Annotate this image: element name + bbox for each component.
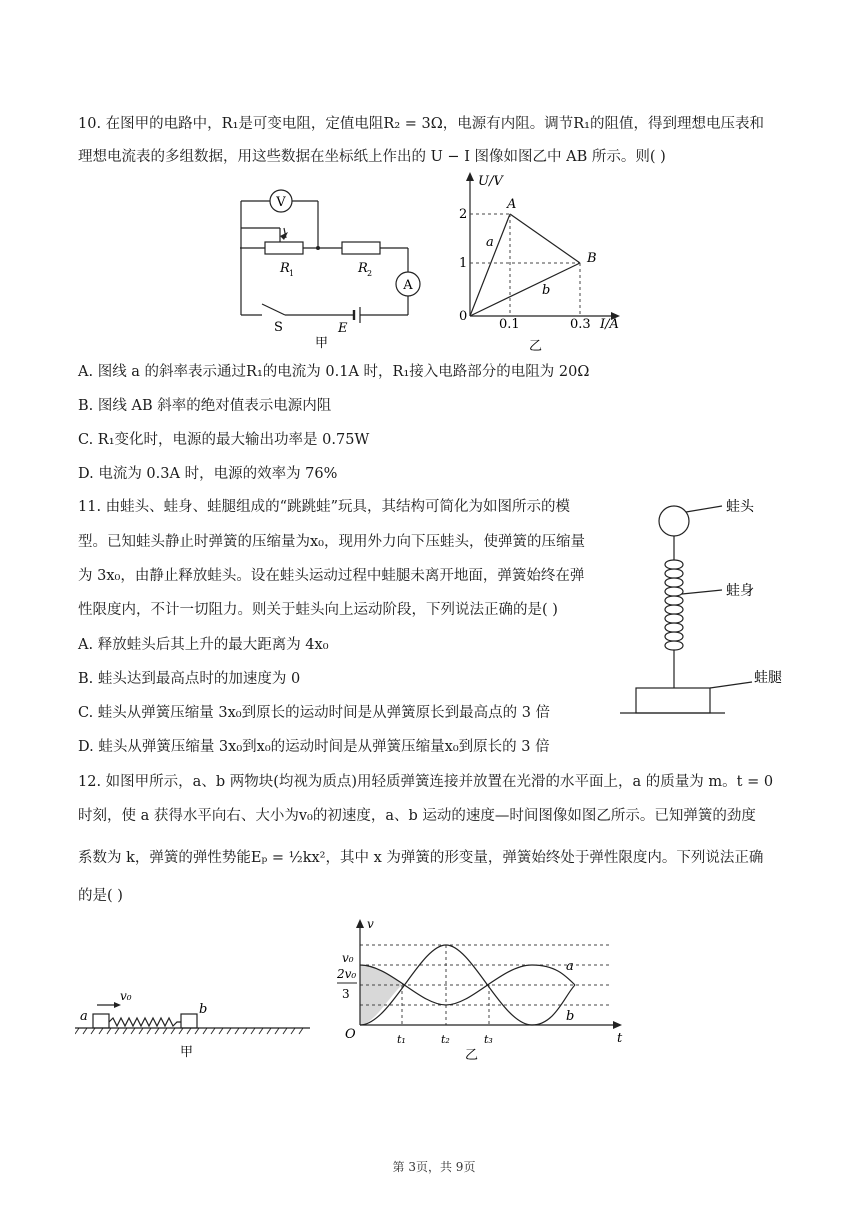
q12-blocks-figure (75, 980, 325, 1060)
q10-circuit-figure (230, 180, 430, 355)
x-tick-0-3: 0.3 (570, 317, 591, 332)
graph-caption: 乙 (529, 339, 543, 354)
t3-label: t₃ (484, 1033, 493, 1046)
switch-label: S (274, 320, 283, 335)
q11-option-a: A. 释放蛙头后其上升的最大距离为 4x₀ (78, 637, 329, 653)
q10-line-2: 理想电流表的多组数据，用这些数据在坐标纸上作出的 U − I 图像如图乙中 AB 所示。则( ) (78, 149, 666, 165)
r2-subscript: 2 (367, 269, 373, 278)
q10-option-a: A. 图线 a 的斜率表示通过R₁的电流为 0.1A 时，R₁接入电路部分的电阻为 20Ω (78, 364, 590, 380)
block-a-label: a (80, 1009, 88, 1024)
q10-ui-graph (445, 168, 645, 358)
vt-caption: 乙 (465, 1048, 479, 1063)
x-tick-0-1: 0.1 (499, 317, 520, 332)
t1-label: t₁ (397, 1033, 406, 1046)
point-a-label: A (507, 197, 517, 212)
page-footer: 第 3页，共 9页 (392, 1160, 476, 1174)
frac-denominator: 3 (342, 987, 350, 1001)
line-b-label: b (542, 283, 551, 298)
voltmeter-label: V (276, 195, 286, 210)
q12-line-4: 的是( ) (78, 888, 123, 904)
q11-option-b: B. 蛙头达到最高点时的加速度为 0 (78, 671, 301, 687)
frac-numerator: 2v₀ (337, 967, 357, 981)
ammeter-label: A (403, 278, 413, 293)
q11-line-2: 型。已知蛙头静止时弹簧的压缩量为x₀，现用外力向下压蛙头，使弹簧的压缩量 (78, 534, 585, 550)
q11-line-1: 11. 由蛙头、蛙身、蛙腿组成的“跳跳蛙”玩具，其结构可简化为如图所示的模 (78, 499, 570, 515)
t2-label: t₂ (441, 1033, 450, 1046)
circuit-caption: 甲 (315, 336, 329, 351)
line-a-label: a (486, 235, 494, 250)
origin-label: 0 (459, 309, 468, 324)
y-tick-1: 1 (459, 256, 468, 271)
v-axis-label: v (367, 917, 374, 931)
q12-vt-graph (325, 910, 645, 1065)
q11-frog-figure (620, 490, 800, 725)
r1-subscript: 1 (289, 269, 295, 278)
q12-line-1: 12. 如图甲所示，a、b 两物块(均视为质点)用轻质弹簧连接并放置在光滑的水平面上，a 的质量为 m。t = 0 (78, 774, 774, 790)
q11-line-4: 性限度内，不计一切阻力。则关于蛙头向上运动阶段，下列说法正确的是( ) (78, 602, 558, 618)
v0-label: v₀ (120, 989, 132, 1003)
block-b-label: b (199, 1002, 208, 1017)
curve-b-label: b (566, 1009, 575, 1024)
q10-option-d: D. 电流为 0.3A 时，电源的效率为 76% (78, 466, 338, 482)
r2-label: R (358, 261, 368, 276)
origin-o-label: O (345, 1027, 356, 1042)
q12-line-3: 系数为 k，弹簧的弹性势能Eₚ = ½kx²，其中 x 为弹簧的形变量，弹簧始终处于弹性限度内。下列说法正确 (78, 850, 764, 866)
q12-line-2: 时刻，使 a 获得水平向右、大小为v₀的初速度，a、b 运动的速度—时间图像如图乙所示。已知弹簧的劲度 (78, 808, 756, 824)
frog-head-label: 蛙头 (726, 499, 754, 515)
x-axis-label: I/A (600, 317, 619, 332)
q11-line-3: 为 3x₀，由静止释放蛙头。设在蛙头运动过程中蛙腿未离开地面，弹簧始终在弹 (78, 568, 585, 584)
emf-label: E (338, 321, 348, 336)
blocks-caption: 甲 (180, 1045, 194, 1060)
q11-option-c: C. 蛙头从弹簧压缩量 3x₀到原长的运动时间是从弹簧原长到最高点的 3 倍 (78, 705, 551, 721)
t-axis-label: t (617, 1031, 623, 1046)
r1-label: R (280, 261, 290, 276)
q10-option-c: C. R₁变化时，电源的最大输出功率是 0.75W (78, 432, 370, 448)
y-tick-2: 2 (459, 207, 468, 222)
q11-option-d: D. 蛙头从弹簧压缩量 3x₀到x₀的运动时间是从弹簧压缩量x₀到原长的 3 倍 (78, 739, 550, 755)
curve-a-label: a (566, 959, 574, 974)
frog-leg-label: 蛙腿 (754, 670, 782, 686)
v0-tick-label: v₀ (342, 951, 354, 965)
frog-body-label: 蛙身 (726, 583, 754, 599)
point-b-label: B (587, 251, 597, 266)
y-axis-label: U/V (478, 174, 503, 189)
q10-option-b: B. 图线 AB 斜率的绝对值表示电源内阻 (78, 398, 332, 414)
q10-line-1: 10. 在图甲的电路中，R₁是可变电阻，定值电阻R₂ = 3Ω，电源有内阻。调节R₁的阻值，得到理想电压表和 (78, 116, 764, 132)
